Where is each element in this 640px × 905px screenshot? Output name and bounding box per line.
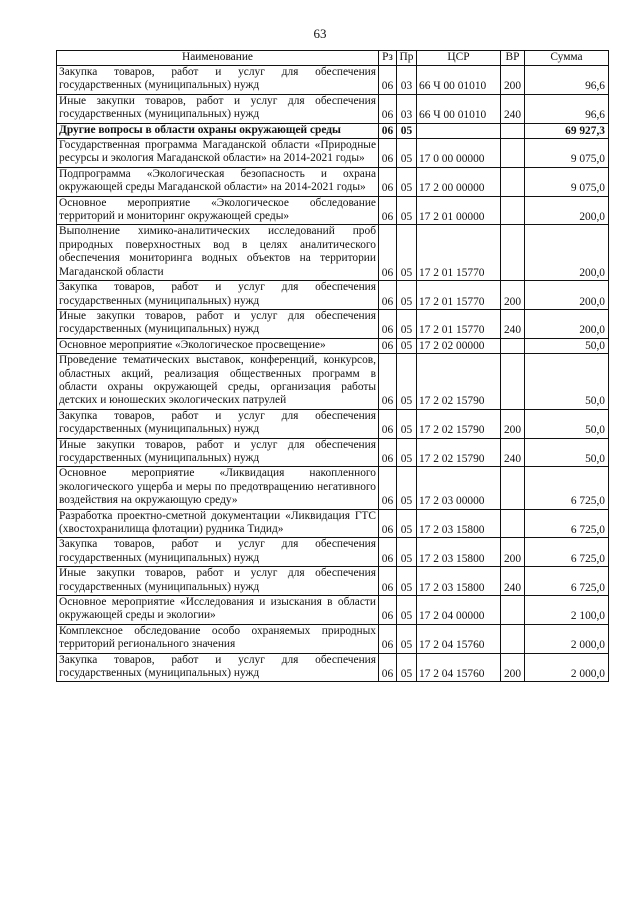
table-row [57, 538, 609, 567]
table-row [57, 309, 609, 338]
table-row [57, 94, 609, 123]
cell-rz: 06 [379, 653, 397, 682]
cell-sum: 96,6 [525, 66, 609, 95]
table-row [57, 196, 609, 225]
cell-rz: 06 [379, 66, 397, 95]
cell-name: Иные закупки товаров, работ и услуг для обеспечения государственных (муниципальных) нужд [57, 438, 379, 467]
cell-sum: 50,0 [525, 438, 609, 467]
cell-csr: 17 2 04 00000 [417, 596, 501, 625]
table-row [57, 338, 609, 353]
cell-sum: 50,0 [525, 409, 609, 438]
cell-vr: 200 [501, 538, 525, 567]
cell-sum: 200,0 [525, 196, 609, 225]
cell-pr: 05 [397, 653, 417, 682]
table-row [57, 281, 609, 310]
cell-sum: 200,0 [525, 281, 609, 310]
cell-csr: 17 2 01 15770 [417, 309, 501, 338]
cell-rz: 06 [379, 596, 397, 625]
cell-vr: 240 [501, 567, 525, 596]
cell-pr: 05 [397, 309, 417, 338]
header-rz: Рз [379, 51, 397, 66]
header-sum: Сумма [525, 51, 609, 66]
cell-name: Основное мероприятие «Ликвидация накопленного экологического ущерба и меры по предотвращению негативного воздействия на окружающую среду» [57, 467, 379, 509]
cell-csr: 17 2 01 00000 [417, 196, 501, 225]
cell-pr: 05 [397, 467, 417, 509]
cell-name: Основное мероприятие «Экологическое обследование территорий и мониторинг окружающей среды» [57, 196, 379, 225]
table-row [57, 467, 609, 509]
cell-vr: 200 [501, 281, 525, 310]
cell-rz: 06 [379, 94, 397, 123]
cell-sum: 6 725,0 [525, 567, 609, 596]
cell-name: Разработка проектно-сметной документации «Ликвидация ГТС (хвостохранилища флотации) рудника Тидид» [57, 509, 379, 538]
cell-pr: 05 [397, 167, 417, 196]
table-row [57, 509, 609, 538]
table-row [57, 123, 609, 138]
cell-csr: 17 2 01 15770 [417, 281, 501, 310]
cell-name: Выполнение химико-аналитических исследований проб природных поверхностных вод в целях аналитического обеспечения мониторинга водных объектов на территории Магаданской области [57, 225, 379, 281]
header-pr: Пр [397, 51, 417, 66]
cell-csr: 17 2 04 15760 [417, 624, 501, 653]
budget-table [56, 50, 609, 682]
table-row [57, 225, 609, 281]
cell-sum: 50,0 [525, 338, 609, 353]
cell-sum: 200,0 [525, 225, 609, 281]
cell-name: Иные закупки товаров, работ и услуг для обеспечения государственных (муниципальных) нужд [57, 309, 379, 338]
cell-vr [501, 596, 525, 625]
cell-pr: 05 [397, 438, 417, 467]
cell-csr: 17 2 03 15800 [417, 538, 501, 567]
cell-sum: 96,6 [525, 94, 609, 123]
table-body [57, 66, 609, 682]
cell-pr: 05 [397, 567, 417, 596]
cell-csr: 17 2 02 15790 [417, 354, 501, 410]
cell-vr [501, 123, 525, 138]
cell-name: Закупка товаров, работ и услуг для обеспечения государственных (муниципальных) нужд [57, 66, 379, 95]
header-row [57, 51, 609, 66]
cell-pr: 05 [397, 509, 417, 538]
cell-vr: 240 [501, 94, 525, 123]
table-row [57, 567, 609, 596]
table-row [57, 167, 609, 196]
cell-rz: 06 [379, 139, 397, 168]
cell-csr: 17 2 02 15790 [417, 438, 501, 467]
table-row [57, 409, 609, 438]
cell-sum: 6 725,0 [525, 509, 609, 538]
cell-pr: 05 [397, 624, 417, 653]
cell-name: Закупка товаров, работ и услуг для обеспечения государственных (муниципальных) нужд [57, 538, 379, 567]
cell-name: Основное мероприятие «Экологическое просвещение» [57, 338, 379, 353]
cell-vr [501, 624, 525, 653]
cell-pr: 05 [397, 409, 417, 438]
cell-csr: 17 2 04 15760 [417, 653, 501, 682]
cell-sum: 9 075,0 [525, 167, 609, 196]
cell-csr: 66 Ч 00 01010 [417, 94, 501, 123]
cell-vr: 240 [501, 309, 525, 338]
cell-vr [501, 225, 525, 281]
table-row [57, 139, 609, 168]
table-header [57, 51, 609, 66]
cell-rz: 06 [379, 123, 397, 138]
cell-rz: 06 [379, 624, 397, 653]
cell-vr [501, 509, 525, 538]
cell-csr [417, 123, 501, 138]
cell-pr: 05 [397, 123, 417, 138]
cell-csr: 17 2 03 00000 [417, 467, 501, 509]
cell-vr [501, 467, 525, 509]
cell-csr: 17 2 01 15770 [417, 225, 501, 281]
cell-pr: 05 [397, 596, 417, 625]
cell-vr: 200 [501, 653, 525, 682]
cell-pr: 05 [397, 354, 417, 410]
table-row [57, 624, 609, 653]
table-row [57, 596, 609, 625]
cell-vr [501, 338, 525, 353]
cell-name: Закупка товаров, работ и услуг для обеспечения государственных (муниципальных) нужд [57, 653, 379, 682]
cell-sum: 9 075,0 [525, 139, 609, 168]
cell-rz: 06 [379, 167, 397, 196]
cell-name: Подпрограмма «Экологическая безопасность и охрана окружающей среды Магаданской области» на 2014-2021 годы» [57, 167, 379, 196]
cell-rz: 06 [379, 438, 397, 467]
cell-name: Государственная программа Магаданской области «Природные ресурсы и экология Магаданской области» на 2014-2021 годы» [57, 139, 379, 168]
cell-sum: 2 000,0 [525, 653, 609, 682]
cell-rz: 06 [379, 567, 397, 596]
cell-vr [501, 354, 525, 410]
cell-rz: 06 [379, 281, 397, 310]
cell-rz: 06 [379, 196, 397, 225]
table-row [57, 354, 609, 410]
cell-name: Другие вопросы в области охраны окружающей среды [57, 123, 379, 138]
header-vr: ВР [501, 51, 525, 66]
cell-name: Иные закупки товаров, работ и услуг для обеспечения государственных (муниципальных) нужд [57, 94, 379, 123]
cell-rz: 06 [379, 309, 397, 338]
cell-sum: 2 100,0 [525, 596, 609, 625]
cell-vr: 200 [501, 409, 525, 438]
cell-pr: 05 [397, 281, 417, 310]
cell-pr: 03 [397, 94, 417, 123]
cell-rz: 06 [379, 225, 397, 281]
table-row [57, 438, 609, 467]
cell-csr: 17 2 03 15800 [417, 567, 501, 596]
cell-csr: 17 2 03 15800 [417, 509, 501, 538]
cell-csr: 17 2 00 00000 [417, 167, 501, 196]
cell-csr: 17 0 00 00000 [417, 139, 501, 168]
table-row [57, 66, 609, 95]
cell-pr: 05 [397, 196, 417, 225]
cell-rz: 06 [379, 509, 397, 538]
cell-pr: 05 [397, 225, 417, 281]
cell-name: Иные закупки товаров, работ и услуг для обеспечения государственных (муниципальных) нужд [57, 567, 379, 596]
cell-csr: 17 2 02 15790 [417, 409, 501, 438]
cell-name: Проведение тематических выставок, конференций, конкурсов, областных акций, реализация общественных программ в области охраны окружающей среды, организация работы детских и юношеских экологических патрулей [57, 354, 379, 410]
cell-name: Основное мероприятие «Исследования и изыскания в области окружающей среды и экологии» [57, 596, 379, 625]
cell-vr: 240 [501, 438, 525, 467]
cell-vr [501, 167, 525, 196]
header-name: Наименование [57, 51, 379, 66]
cell-sum: 6 725,0 [525, 538, 609, 567]
cell-name: Комплексное обследование особо охраняемых природных территорий регионального значения [57, 624, 379, 653]
cell-rz: 06 [379, 338, 397, 353]
cell-sum: 200,0 [525, 309, 609, 338]
cell-name: Закупка товаров, работ и услуг для обеспечения государственных (муниципальных) нужд [57, 409, 379, 438]
cell-csr: 17 2 02 00000 [417, 338, 501, 353]
cell-vr [501, 196, 525, 225]
cell-rz: 06 [379, 409, 397, 438]
cell-pr: 03 [397, 66, 417, 95]
header-csr: ЦСР [417, 51, 501, 66]
cell-vr [501, 139, 525, 168]
cell-sum: 50,0 [525, 354, 609, 410]
cell-name: Закупка товаров, работ и услуг для обеспечения государственных (муниципальных) нужд [57, 281, 379, 310]
cell-rz: 06 [379, 467, 397, 509]
cell-rz: 06 [379, 354, 397, 410]
cell-sum: 6 725,0 [525, 467, 609, 509]
cell-vr: 200 [501, 66, 525, 95]
page-number: 63 [313, 26, 327, 41]
cell-csr: 66 Ч 00 01010 [417, 66, 501, 95]
cell-pr: 05 [397, 139, 417, 168]
cell-pr: 05 [397, 538, 417, 567]
cell-sum: 2 000,0 [525, 624, 609, 653]
cell-sum: 69 927,3 [525, 123, 609, 138]
cell-pr: 05 [397, 338, 417, 353]
table-row [57, 653, 609, 682]
cell-rz: 06 [379, 538, 397, 567]
